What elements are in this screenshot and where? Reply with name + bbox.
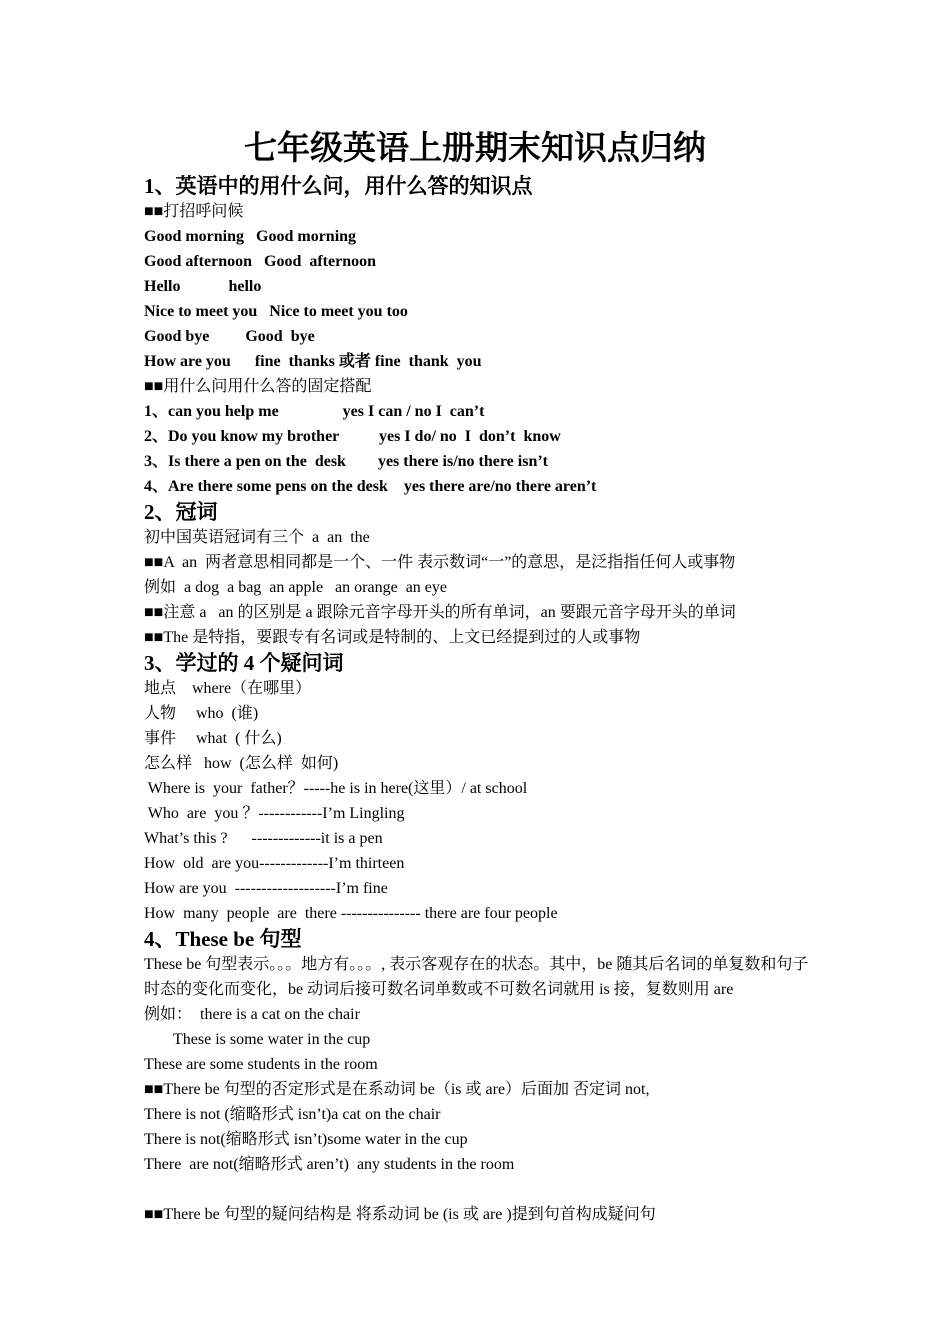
example-dialogue-line: Where is your father？-----he is in here(这里）/ at school <box>144 780 528 797</box>
qa-pair-line: 2、Do you know my brother yes I do/ no I don’t know <box>144 428 561 445</box>
greeting-line: Good afternoon Good afternoon <box>144 253 376 270</box>
there-be-intro-paragraph: These be 句型表示。。。地方有。。。, 表示客观存在的状态。其中，be 随其后名词的单复数和句子时态的变化而变化，be 动词后接可数名词单数或不可数名词就用 is 接，复数则用 are <box>144 956 809 998</box>
there-be-line: These are some students in the room <box>144 1056 378 1073</box>
there-be-line: 例如： there is a cat on the chair <box>144 1006 360 1023</box>
qa-pair-line: 1、can you help me yes I can / no I can’t <box>144 403 485 420</box>
section-2-heading: 2、冠词 <box>144 500 218 524</box>
question-word-line: 人物 who (谁) <box>144 705 259 722</box>
example-dialogue-line: Who are you ？------------I’m Lingling <box>144 805 405 822</box>
question-word-line: 事件 what ( 什么) <box>144 730 282 747</box>
page-title: 七年级英语上册期末知识点归纳 <box>244 131 706 167</box>
there-be-line: There are not(缩略形式 aren’t) any students in the room <box>144 1156 515 1173</box>
greeting-line: Good bye Good bye <box>144 328 315 345</box>
question-word-line: 怎么样 how (怎么样 如何) <box>144 755 339 772</box>
article-line: ■■注意 a an 的区别是 a 跟除元音字母开头的所有单词，an 要跟元音字母开头的单词 <box>144 604 736 621</box>
there-be-line: ■■There be 句型的疑问结构是 将系动词 be (is 或 are )提到句首构成疑问句 <box>144 1206 656 1223</box>
example-dialogue-line: How are you -------------------I’m fine <box>144 880 388 897</box>
section-1-heading: 1、英语中的用什么问，用什么答的知识点 <box>144 174 533 198</box>
question-word-line: 地点 where（在哪里） <box>144 680 312 697</box>
there-be-line: There is not(缩略形式 isn’t)some water in the cup <box>144 1131 468 1148</box>
example-dialogue-line: How old are you-------------I’m thirteen <box>144 855 405 872</box>
there-be-line: These is some water in the cup <box>173 1031 371 1048</box>
there-be-line: ■■There be 句型的否定形式是在系动词 be（is 或 are）后面加 否定词 not, <box>144 1081 650 1098</box>
section-3-heading: 3、学过的 4 个疑问词 <box>144 651 344 675</box>
qa-pair-line: 4、Are there some pens on the desk yes there are/no there aren’t <box>144 478 597 495</box>
example-dialogue-line: How many people are there --------------- there are four people <box>144 905 558 922</box>
blank-line <box>144 1177 824 1202</box>
there-be-line: There is not (缩略形式 isn’t)a cat on the chair <box>144 1106 441 1123</box>
article-line: 初中国英语冠词有三个 a an the <box>144 529 370 546</box>
article-line: ■■A an 两者意思相同都是一个、一件 表示数词“一”的意思，是泛指指任何人或事物 <box>144 554 736 571</box>
section-4-heading: 4、These be 句型 <box>144 927 302 951</box>
example-dialogue-line: What’s this ? -------------it is a pen <box>144 830 383 847</box>
qa-pair-line: 3、Is there a pen on the desk yes there is/no there isn’t <box>144 453 549 470</box>
greeting-line: How are you fine thanks 或者 fine thank you <box>144 353 482 370</box>
greeting-line: Hello hello <box>144 278 262 295</box>
article-line: 例如 a dog a bag an apple an orange an eye <box>144 579 447 596</box>
greeting-line: Nice to meet you Nice to meet you too <box>144 303 408 320</box>
greetings-subheading: ■■打招呼问候 <box>144 203 244 220</box>
qa-subheading: ■■用什么问用什么答的固定搭配 <box>144 378 372 395</box>
greeting-line: Good morning Good morning <box>144 228 357 245</box>
article-line: ■■The 是特指，要跟专有名词或是特制的、上文已经提到过的人或事物 <box>144 629 641 646</box>
document-body <box>144 173 824 1227</box>
